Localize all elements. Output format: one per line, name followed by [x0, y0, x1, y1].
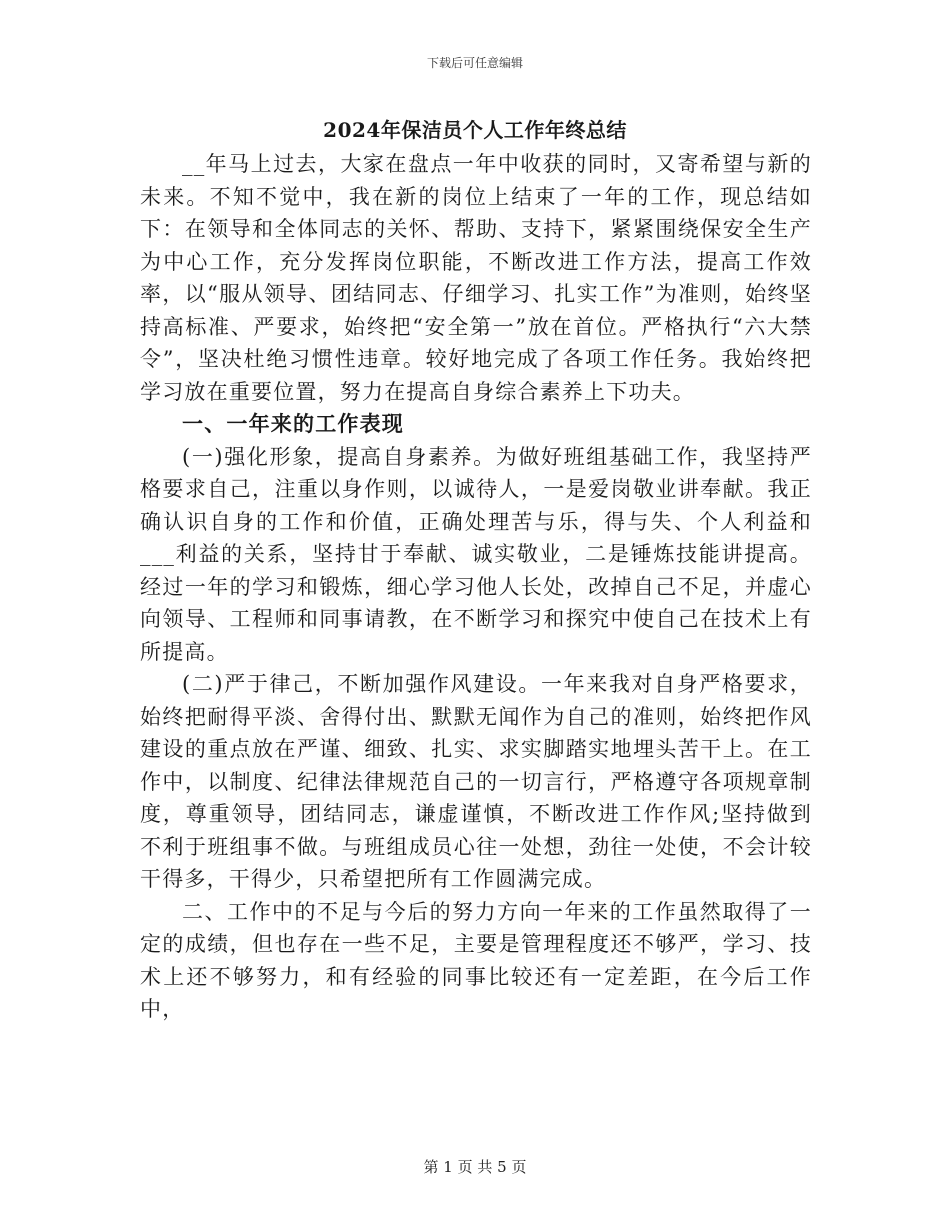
- page-header-note: 下载后可任意编辑: [426, 56, 523, 70]
- body-paragraph: (二)严于律己，不断加强作风建设。一年来我对自身严格要求，始终把耐得平淡、舍得付出、默默无闻作为自己的准则，始终把作风建设的重点放在严谨、细致、扎实、求实脚踏实地埋头苦干上。在工作中，以制度、纪律法律规范自己的一切言行，严格遵守各项规章制度，尊重领导，团结同志，谦虚谨慎，不断改进工作作风;坚持做到不利于班组事不做。与班组成员心往一处想，劲往一处使，不会计较干得多，干得少，只希望把所有工作圆满完成。: [140, 672, 812, 891]
- body-paragraph: 二、工作中的不足与今后的努力方向一年来的工作虽然取得了一定的成绩，但也存在一些不足，主要是管理程度还不够严，学习、技术上还不够努力，和有经验的同事比较还有一定差距，在今后工作中，: [140, 899, 812, 1021]
- document-title: 2024年保洁员个人工作年终总结: [323, 118, 627, 142]
- document-body: [140, 148, 812, 1026]
- intro-paragraph: __年马上过去，大家在盘点一年中收获的同时，又寄希望与新的未来。不知不觉中，我在新的岗位上结束了一年的工作，现总结如下：在领导和全体同志的关怀、帮助、支持下，紧紧围绕保安全生产为中心工作，充分发挥岗位职能，不断改进工作方法，提高工作效率，以“服从领导、团结同志、仔细学习、扎实工作”为准则，始终坚持高标准、严要求，始终把“安全第一”放在首位。严格执行“六大禁令”，坚决杜绝习惯性违章。较好地完成了各项工作任务。我始终把学习放在重要位置，努力在提高自身综合素养上下功夫。: [140, 152, 812, 404]
- page-number: 第 1 页 共 5 页: [423, 1158, 527, 1176]
- section-heading: 一、一年来的工作表现: [182, 411, 404, 436]
- body-paragraph: (一)强化形象，提高自身素养。为做好班组基础工作，我坚持严格要求自己，注重以身作则，以诚待人，一是爱岗敬业讲奉献。我正确认识自身的工作和价值，正确处理苦与乐，得与失、个人利益和___利益的关系，坚持甘于奉献、诚实敬业，二是锤炼技能讲提高。经过一年的学习和锻炼，细心学习他人长处，改掉自己不足，并虚心向领导、工程师和同事请教，在不断学习和探究中使自己在技术上有所提高。: [140, 444, 812, 664]
